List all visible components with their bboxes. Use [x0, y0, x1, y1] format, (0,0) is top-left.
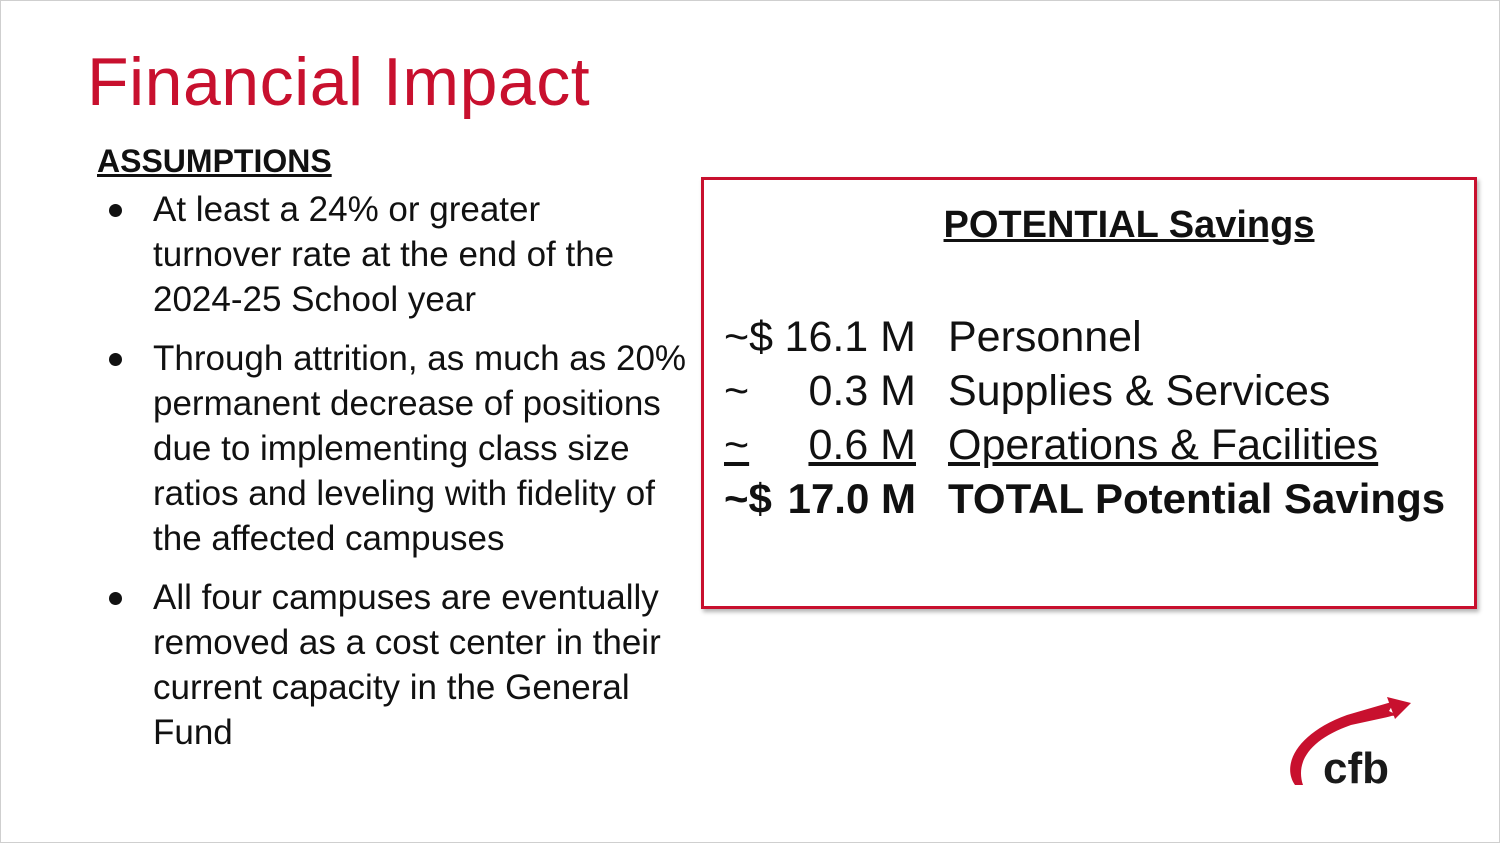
- savings-label: TOTAL Potential Savings: [948, 475, 1446, 522]
- list-item: [101, 575, 693, 755]
- savings-prefix: ~$: [724, 475, 772, 522]
- savings-row-personnel: [724, 310, 1445, 364]
- bullet-icon: [109, 204, 122, 217]
- potential-savings-box: [701, 177, 1477, 609]
- savings-amount: 0.3 M: [808, 367, 916, 415]
- savings-row-operations: [724, 418, 1445, 472]
- svg-text:cfb: cfb: [1323, 744, 1389, 791]
- savings-prefix: ~$: [724, 313, 774, 361]
- list-item: [101, 336, 693, 561]
- bullet-icon: [109, 353, 122, 366]
- savings-table: [724, 310, 1445, 526]
- assumption-text: All four campuses are eventually removed as a cost center in their current capacity in the General Fund: [153, 578, 661, 752]
- savings-label: Personnel: [948, 313, 1142, 361]
- savings-row-supplies: [724, 364, 1445, 418]
- assumptions-heading: ASSUMPTIONS: [97, 143, 332, 179]
- savings-prefix: ~: [724, 367, 750, 415]
- assumption-text: At least a 24% or greater turnover rate at the end of the 2024-25 School year: [153, 190, 615, 319]
- savings-amount: 0.6 M: [808, 421, 916, 469]
- cfb-logo-icon: [1277, 695, 1417, 791]
- page-title: Financial Impact: [87, 44, 591, 120]
- assumption-text: Through attrition, as much as 20% permanent decrease of positions due to implementing class size ratios and leveling with fidelity of the affected campuses: [153, 339, 687, 558]
- savings-amount: 16.1 M: [784, 313, 916, 361]
- savings-row-total: [724, 472, 1445, 526]
- savings-amount: 17.0 M: [787, 475, 916, 522]
- savings-label: Supplies & Services: [948, 367, 1331, 415]
- list-item: [101, 187, 653, 322]
- savings-label: Operations & Facilities: [948, 421, 1379, 469]
- savings-prefix: ~: [724, 421, 750, 469]
- savings-title: POTENTIAL Savings: [943, 204, 1315, 246]
- assumptions-list: [101, 187, 701, 769]
- bullet-icon: [109, 592, 122, 605]
